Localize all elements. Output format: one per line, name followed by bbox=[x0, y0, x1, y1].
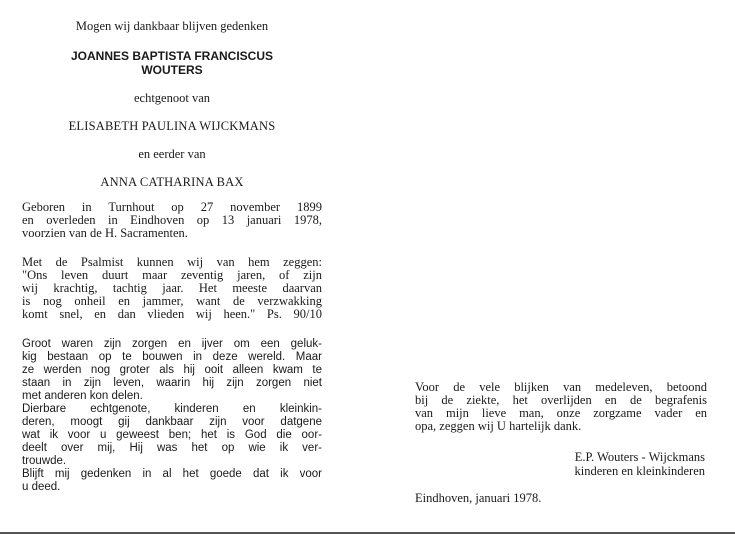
birth-line: voorzien van de H. Sacramenten. bbox=[22, 226, 188, 240]
former-spouse-label: en eerder van bbox=[138, 147, 206, 161]
tribute-line: deren, moogt gij dankbaar zijn voor datgene bbox=[22, 416, 322, 428]
deceased-name-line2: WOUTERS bbox=[141, 63, 203, 77]
tribute-line: wat ik voor u geweest ben; het is God die oor- bbox=[22, 429, 322, 441]
tribute-line: Dierbare echtgenote, kinderen en kleinkin- bbox=[22, 403, 322, 415]
birth-line: en overleden in Eindhoven op 13 januari 1978, bbox=[22, 213, 322, 227]
place-date: Eindhoven, januari 1978. bbox=[415, 491, 542, 505]
tribute-line: staan in zijn leven, waarin hij zijn zorgen niet bbox=[22, 377, 322, 389]
tribute-line: met anderen kon delen. bbox=[22, 390, 143, 402]
former-spouse-name: ANNA CATHARINA BAX bbox=[100, 175, 244, 189]
tribute-line: Blijft mij gedenken in al het goede dat ik voor bbox=[22, 468, 322, 480]
tribute-line: deelt over mij, Hij was het op wie ik ver- bbox=[22, 442, 322, 454]
psalm-line: wij krachtig, tachtig jaar. Het meeste daarvan bbox=[22, 281, 322, 295]
tribute-line: u deed. bbox=[22, 481, 61, 493]
thanks-line: van mijn lieve man, onze zorgzame vader en bbox=[415, 406, 707, 420]
psalm-line: is nog onheil en jammer, want de verzwakking bbox=[22, 294, 322, 308]
tribute-line: trouwde. bbox=[22, 455, 67, 467]
thanks-line: Voor de vele blijken van medeleven, betoond bbox=[415, 380, 707, 394]
bottom-edge-line bbox=[0, 532, 735, 534]
thanks-line: opa, zeggen wij U hartelijk dank. bbox=[415, 419, 582, 433]
tribute-line: ze werden nog groter als hij ooit alleen kwam te bbox=[22, 364, 322, 376]
thanks-line: bij de ziekte, het overlijden en de begrafenis bbox=[415, 393, 707, 407]
deceased-name-line1: JOANNES BAPTISTA FRANCISCUS bbox=[70, 49, 273, 63]
spouse-label: echtgenoot van bbox=[133, 91, 210, 105]
signature-line1: E.P. Wouters - Wijckmans bbox=[574, 450, 705, 464]
psalm-line: Met de Psalmist kunnen wij van hem zeggen: bbox=[22, 255, 322, 269]
signature-block bbox=[415, 450, 705, 478]
birth-line: Geboren in Turnhout op 27 november 1899 bbox=[22, 200, 322, 214]
spouse-name: ELISABETH PAULINA WIJCKMANS bbox=[68, 119, 276, 133]
tribute-paragraph bbox=[22, 338, 322, 494]
signature-line2: kinderen en kleinkinderen bbox=[574, 464, 705, 478]
thanks-paragraph bbox=[415, 381, 707, 433]
psalm-paragraph bbox=[22, 256, 322, 321]
opening-line: Mogen wij dankbaar blijven gedenken bbox=[75, 19, 269, 33]
tribute-line: Groot waren zijn zorgen en ijver om een geluk- bbox=[22, 338, 322, 350]
birth-death-paragraph bbox=[22, 201, 322, 240]
deceased-name bbox=[22, 49, 322, 77]
psalm-line: komt snel, en dan vlieden wij heen." Ps. 90/10 bbox=[22, 307, 322, 321]
psalm-line: "Ons leven duurt maar zeventig jaren, of zijn bbox=[22, 268, 322, 282]
tribute-line: kig bestaan op te bouwen in deze wereld. Maar bbox=[22, 351, 322, 363]
